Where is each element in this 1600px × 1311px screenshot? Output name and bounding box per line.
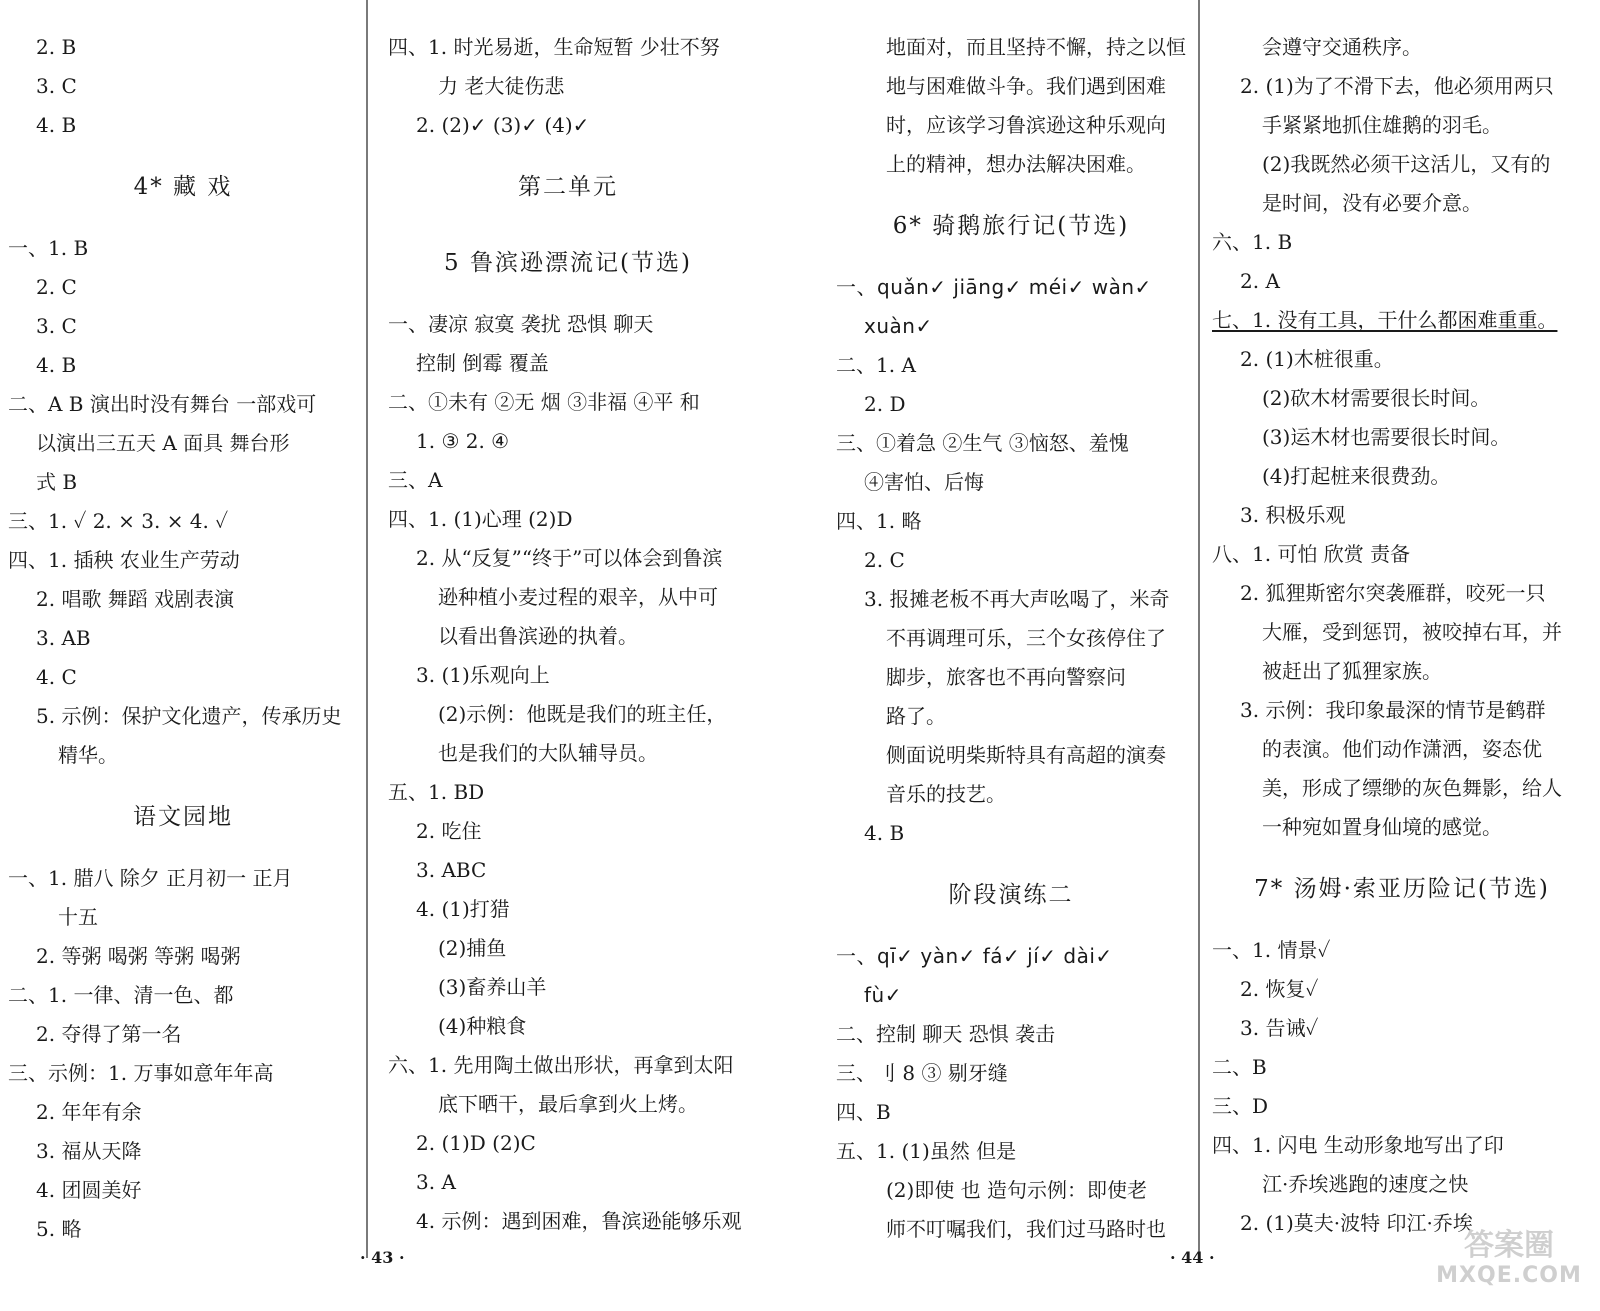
answer-line: 3. 示例：我印象最深的情节是鹤群	[1240, 698, 1546, 722]
answer-line: fù✓	[864, 983, 902, 1007]
answer-line: 4. B	[36, 353, 77, 377]
answer-line: 二、控制 聊天 恐惧 袭击	[836, 1022, 1056, 1046]
section-title: 第二单元	[518, 174, 618, 200]
answer-line: 3. ABC	[416, 858, 487, 882]
answer-line: 六、1. 先用陶土做出形状，再拿到太阳	[388, 1053, 734, 1077]
answer-line: 5. 示例：保护文化遗产，传承历史	[36, 704, 342, 728]
answer-line: 2. 年年有余	[36, 1100, 142, 1124]
answer-line: 力 老大徒伤悲	[438, 74, 565, 98]
answer-line: 4. 团圆美好	[36, 1178, 142, 1202]
answer-line: 脚步，旅客也不再向警察问	[886, 665, 1126, 689]
answer-line: 一、1. B	[8, 236, 89, 260]
answer-line: 五、1. (1)虽然 但是	[836, 1139, 1017, 1163]
answer-line: 2. (1)D (2)C	[416, 1131, 536, 1155]
answer-line: 2. (2)✓ (3)✓ (4)✓	[416, 113, 590, 137]
answer-line: 一、1. 情景✓	[1212, 938, 1331, 962]
answer-line: 底下晒干，最后拿到火上烤。	[438, 1092, 698, 1116]
answer-line: 路了。	[886, 704, 946, 728]
column-3	[836, 28, 1186, 1249]
page-number-right: · 44 ·	[1170, 1248, 1215, 1267]
answer-line: 侧面说明柴斯特具有高超的演奏	[886, 743, 1166, 767]
answer-line: 江·乔埃逃跑的速度之快	[1262, 1172, 1469, 1196]
answer-line: 三、刂 8 ③ 剔牙缝	[836, 1061, 1008, 1085]
answer-line: 是时间，没有必要介意。	[1262, 191, 1482, 215]
answer-line: 二、1. A	[836, 353, 916, 377]
answer-line: 十五	[58, 905, 98, 929]
answer-line: 三、D	[1212, 1094, 1269, 1118]
answer-line: (2)捕鱼	[438, 936, 507, 960]
section-title: 6* 骑鹅旅行记(节选)	[892, 213, 1130, 239]
answer-line: 3. 积极乐观	[1240, 503, 1346, 527]
answer-line: 1. ③ 2. ④	[416, 429, 510, 453]
answer-line: 逊种植小麦过程的艰辛，从中可	[438, 585, 718, 609]
answer-line: 4. 示例：遇到困难，鲁滨逊能够乐观	[416, 1209, 742, 1233]
answer-line: 一、qī✓ yàn✓ fá✓ jí✓ dài✓	[836, 944, 1113, 968]
answer-line: 二、B	[1212, 1055, 1267, 1079]
column-divider-right	[1198, 0, 1200, 1258]
answer-line: 2. 夺得了第一名	[36, 1022, 182, 1046]
answer-line: 一、1. 腊八 除夕 正月初一 正月	[8, 866, 293, 890]
answer-line: (3)畜养山羊	[438, 975, 547, 999]
answer-line: 音乐的技艺。	[886, 782, 1006, 806]
answer-line: 的表演。他们动作潇洒，姿态优	[1262, 737, 1542, 761]
answer-line: 四、1. 略	[836, 509, 922, 533]
answer-line: xuàn✓	[864, 314, 933, 338]
answer-line: 师不叮嘱我们，我们过马路时也	[886, 1217, 1166, 1241]
column-4	[1212, 28, 1592, 1243]
column-1	[8, 28, 358, 1249]
section-title: 7* 汤姆·索亚历险记(节选)	[1254, 876, 1550, 902]
answer-line: 3. A	[416, 1170, 456, 1194]
answer-line: 2. 唱歌 舞蹈 戏剧表演	[36, 587, 235, 611]
answer-line: 2. (1)莫夫·波特 印江·乔埃	[1240, 1211, 1473, 1235]
answer-line: 3. 福从天降	[36, 1139, 142, 1163]
answer-line: 精华。	[58, 743, 118, 767]
answer-line: 4. (1)打猎	[416, 897, 510, 921]
answer-line: 时，应该学习鲁滨逊这种乐观向	[886, 113, 1166, 137]
answer-line: 一、凄凉 寂寞 袭扰 恐惧 聊天	[388, 312, 654, 336]
answer-line: 3. 报摊老板不再大声吆喝了，米奇	[864, 587, 1170, 611]
answer-line: 三、示例：1. 万事如意年年高	[8, 1061, 274, 1085]
answer-line: 式 B	[36, 470, 78, 494]
answer-line: (4)打起桩来很费劲。	[1262, 464, 1451, 488]
answer-line: 3. (1)乐观向上	[416, 663, 550, 687]
answer-line: 3. C	[36, 74, 77, 98]
section-title: 阶段演练二	[948, 882, 1074, 908]
section-title: 5 鲁滨逊漂流记(节选)	[444, 250, 692, 276]
answer-line: 2. 从“反复”“终于”可以体会到鲁滨	[416, 546, 723, 570]
answer-line: 以看出鲁滨逊的执着。	[438, 624, 638, 648]
answer-line: ④害怕、后悔	[864, 470, 984, 494]
answer-line: 4. B	[864, 821, 905, 845]
answer-line: 3. 告诫✓	[1240, 1016, 1319, 1040]
answer-line: 以演出三五天 A 面具 舞台形	[36, 431, 290, 455]
answer-line: 2. D	[864, 392, 906, 416]
answer-line: (2)示例：他既是我们的班主任，	[438, 702, 727, 726]
watermark-url: MXQE.COM	[1436, 1263, 1582, 1288]
answer-line: 2. A	[1240, 269, 1280, 293]
answer-line: 2. (1)木桩很重。	[1240, 347, 1394, 371]
answer-line: (2)砍木材需要很长时间。	[1262, 386, 1491, 410]
answer-line: 二、1. 一律、清一色、都	[8, 983, 234, 1007]
answer-line: 3. AB	[36, 626, 91, 650]
watermark-logo	[1424, 1228, 1594, 1297]
answer-line: (2)我既然必须干这活儿，又有的	[1262, 152, 1551, 176]
column-divider-left	[366, 0, 368, 1258]
answer-line: 2. C	[864, 548, 905, 572]
answer-line: 二、①未有 ②无 烟 ③非福 ④平 和	[388, 390, 700, 414]
answer-line: 三、1. ✓ 2. × 3. × 4. ✓	[8, 509, 229, 533]
answer-line: 被赶出了狐狸家族。	[1262, 659, 1442, 683]
answer-line: (3)运木材也需要很长时间。	[1262, 425, 1511, 449]
answer-line: 四、1. 闪电 生动形象地写出了印	[1212, 1133, 1504, 1157]
page-number-left: · 43 ·	[360, 1248, 405, 1267]
answer-line: 地面对，而且坚持不懈，持之以恒	[886, 35, 1186, 59]
answer-line: (2)即使 也 造句示例：即使老	[886, 1178, 1148, 1202]
answer-line: 四、1. 时光易逝，生命短暂 少壮不努	[388, 35, 720, 59]
answer-line: 六、1. B	[1212, 230, 1293, 254]
watermark-text: 答案圈	[1464, 1228, 1554, 1263]
answer-line: 2. (1)为了不滑下去，他必须用两只	[1240, 74, 1554, 98]
answer-line: (4)种粮食	[438, 1014, 527, 1038]
answer-line: 四、1. (1)心理 (2)D	[388, 507, 573, 531]
answer-line: 2. B	[36, 35, 77, 59]
answer-line: 也是我们的大队辅导员。	[438, 741, 658, 765]
answer-line: 2. 恢复✓	[1240, 977, 1319, 1001]
section-title: 4* 藏 戏	[133, 174, 233, 200]
answer-line: 2. 狐狸斯密尔突袭雁群，咬死一只	[1240, 581, 1546, 605]
answer-line: 4. C	[36, 665, 77, 689]
answer-line: 四、B	[836, 1100, 891, 1124]
answer-line: 4. B	[36, 113, 77, 137]
section-title: 语文园地	[133, 804, 233, 830]
answer-line: 五、1. BD	[388, 780, 485, 804]
answer-line: 四、1. 插秧 农业生产劳动	[8, 548, 240, 572]
answer-line: 一、quǎn✓ jiāng✓ méi✓ wàn✓	[836, 275, 1152, 299]
answer-line: 大雁，受到惩罚，被咬掉右耳，并	[1262, 620, 1562, 644]
answer-line: 三、A	[388, 468, 443, 492]
answer-line: 二、A B 演出时没有舞台 一部戏可	[8, 392, 317, 416]
answer-line: 不再调理可乐，三个女孩停住了	[886, 626, 1166, 650]
answer-line: 八、1. 可怕 欣赏 责备	[1212, 542, 1411, 566]
answer-line: 控制 倒霉 覆盖	[416, 351, 549, 375]
answer-line: 2. 吃住	[416, 819, 482, 843]
column-2	[388, 28, 748, 1241]
answer-line: 2. C	[36, 275, 77, 299]
answer-line: 3. C	[36, 314, 77, 338]
answer-line: 三、①着急 ②生气 ③恼怒、羞愧	[836, 431, 1129, 455]
answer-line: 上的精神，想办法解决困难。	[886, 152, 1146, 176]
answer-line: 地与困难做斗争。我们遇到困难	[886, 74, 1166, 98]
answer-line: 七、1. 没有工具，干什么都困难重重。	[1212, 308, 1558, 332]
answer-line: 一种宛如置身仙境的感觉。	[1262, 815, 1502, 839]
answer-line: 2. 等粥 喝粥 等粥 喝粥	[36, 944, 241, 968]
answer-line: 手紧紧地抓住雄鹅的羽毛。	[1262, 113, 1502, 137]
answer-line: 会遵守交通秩序。	[1262, 35, 1422, 59]
answer-line: 5. 略	[36, 1217, 82, 1241]
answer-line: 美，形成了缥缈的灰色舞影，给人	[1262, 776, 1562, 800]
